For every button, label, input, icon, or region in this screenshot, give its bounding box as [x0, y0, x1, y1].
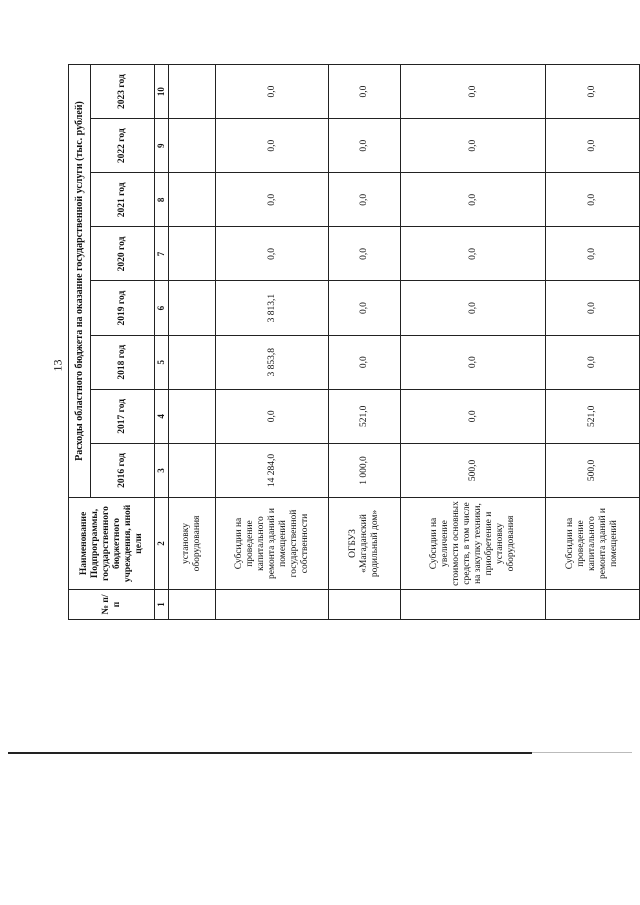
column-number: 2	[155, 498, 169, 590]
header-expenses-group: Расходы областного бюджета на оказание государственной услуги (тыс. рублей)	[69, 65, 91, 498]
row-value: 0,0	[329, 281, 401, 335]
row-name: Субсидии на проведение капитального ремонта зданий и помещений государственной собственности	[215, 498, 328, 590]
row-value: 3 853,8	[215, 335, 328, 389]
budget-table	[68, 64, 640, 620]
column-number: 6	[155, 281, 169, 335]
row-value: 500,0	[400, 443, 545, 497]
header-year: 2019 год	[91, 281, 155, 335]
column-number: 9	[155, 119, 169, 173]
column-number: 3	[155, 443, 169, 497]
header-year: 2020 год	[91, 227, 155, 281]
row-value: 521,0	[329, 389, 401, 443]
header-year: 2017 год	[91, 389, 155, 443]
row-value: 0,0	[215, 389, 328, 443]
row-value: 0,0	[546, 65, 640, 119]
row-value	[169, 227, 216, 281]
header-year: 2021 год	[91, 173, 155, 227]
row-name: Субсидии на увеличение стоимости основных средств, в том числе на закупку техники, приобретение и установку оборудования	[400, 498, 545, 590]
row-value: 0,0	[329, 65, 401, 119]
row-value: 0,0	[400, 173, 545, 227]
column-number: 4	[155, 389, 169, 443]
row-name: Субсидии на проведение капитального ремонта зданий и помещений	[546, 498, 640, 590]
row-no	[546, 590, 640, 620]
row-no	[329, 590, 401, 620]
row-value: 0,0	[215, 227, 328, 281]
page-divider-line	[8, 752, 532, 754]
row-no	[215, 590, 328, 620]
table-row	[400, 65, 545, 620]
table-row	[546, 65, 640, 620]
header-year: 2018 год	[91, 335, 155, 389]
row-value: 1 000,0	[329, 443, 401, 497]
header-year: 2016 год	[91, 443, 155, 497]
row-value	[169, 335, 216, 389]
column-number: 1	[155, 590, 169, 620]
row-value: 0,0	[546, 281, 640, 335]
row-value: 0,0	[546, 173, 640, 227]
row-value: 0,0	[400, 389, 545, 443]
row-name: установку оборудования	[169, 498, 216, 590]
row-value: 0,0	[546, 227, 640, 281]
row-value: 0,0	[215, 173, 328, 227]
page-number: 13	[50, 359, 65, 372]
header-year: 2022 год	[91, 119, 155, 173]
row-value	[169, 389, 216, 443]
row-no	[169, 590, 216, 620]
row-value: 14 284,0	[215, 443, 328, 497]
row-no	[400, 590, 545, 620]
column-number: 8	[155, 173, 169, 227]
column-number: 7	[155, 227, 169, 281]
row-value: 0,0	[400, 227, 545, 281]
row-value: 0,0	[329, 173, 401, 227]
page-divider-faint	[532, 752, 632, 753]
column-number: 5	[155, 335, 169, 389]
column-number: 10	[155, 65, 169, 119]
table-row	[215, 65, 328, 620]
row-value: 0,0	[546, 335, 640, 389]
row-value	[169, 173, 216, 227]
row-value	[169, 281, 216, 335]
row-value: 500,0	[546, 443, 640, 497]
table-row	[329, 65, 401, 620]
row-value: 0,0	[329, 335, 401, 389]
row-value: 0,0	[400, 65, 545, 119]
header-no: № п/п	[69, 590, 155, 620]
table-row	[169, 65, 216, 620]
row-value	[169, 65, 216, 119]
row-value: 0,0	[215, 65, 328, 119]
row-value	[169, 119, 216, 173]
row-value	[169, 443, 216, 497]
row-value: 0,0	[400, 335, 545, 389]
budget-table-container	[68, 64, 640, 620]
row-value: 0,0	[215, 119, 328, 173]
row-name: ОГБУЗ «Магаданский родильный дом»	[329, 498, 401, 590]
row-value: 0,0	[400, 119, 545, 173]
row-value: 0,0	[329, 227, 401, 281]
header-name: Наименование Подпрограммы, государственного бюджетного учреждения, иной цели	[69, 498, 155, 590]
row-value: 0,0	[329, 119, 401, 173]
row-value: 3 813,1	[215, 281, 328, 335]
row-value: 0,0	[546, 119, 640, 173]
row-value: 521,0	[546, 389, 640, 443]
header-year: 2023 год	[91, 65, 155, 119]
row-value: 0,0	[400, 281, 545, 335]
